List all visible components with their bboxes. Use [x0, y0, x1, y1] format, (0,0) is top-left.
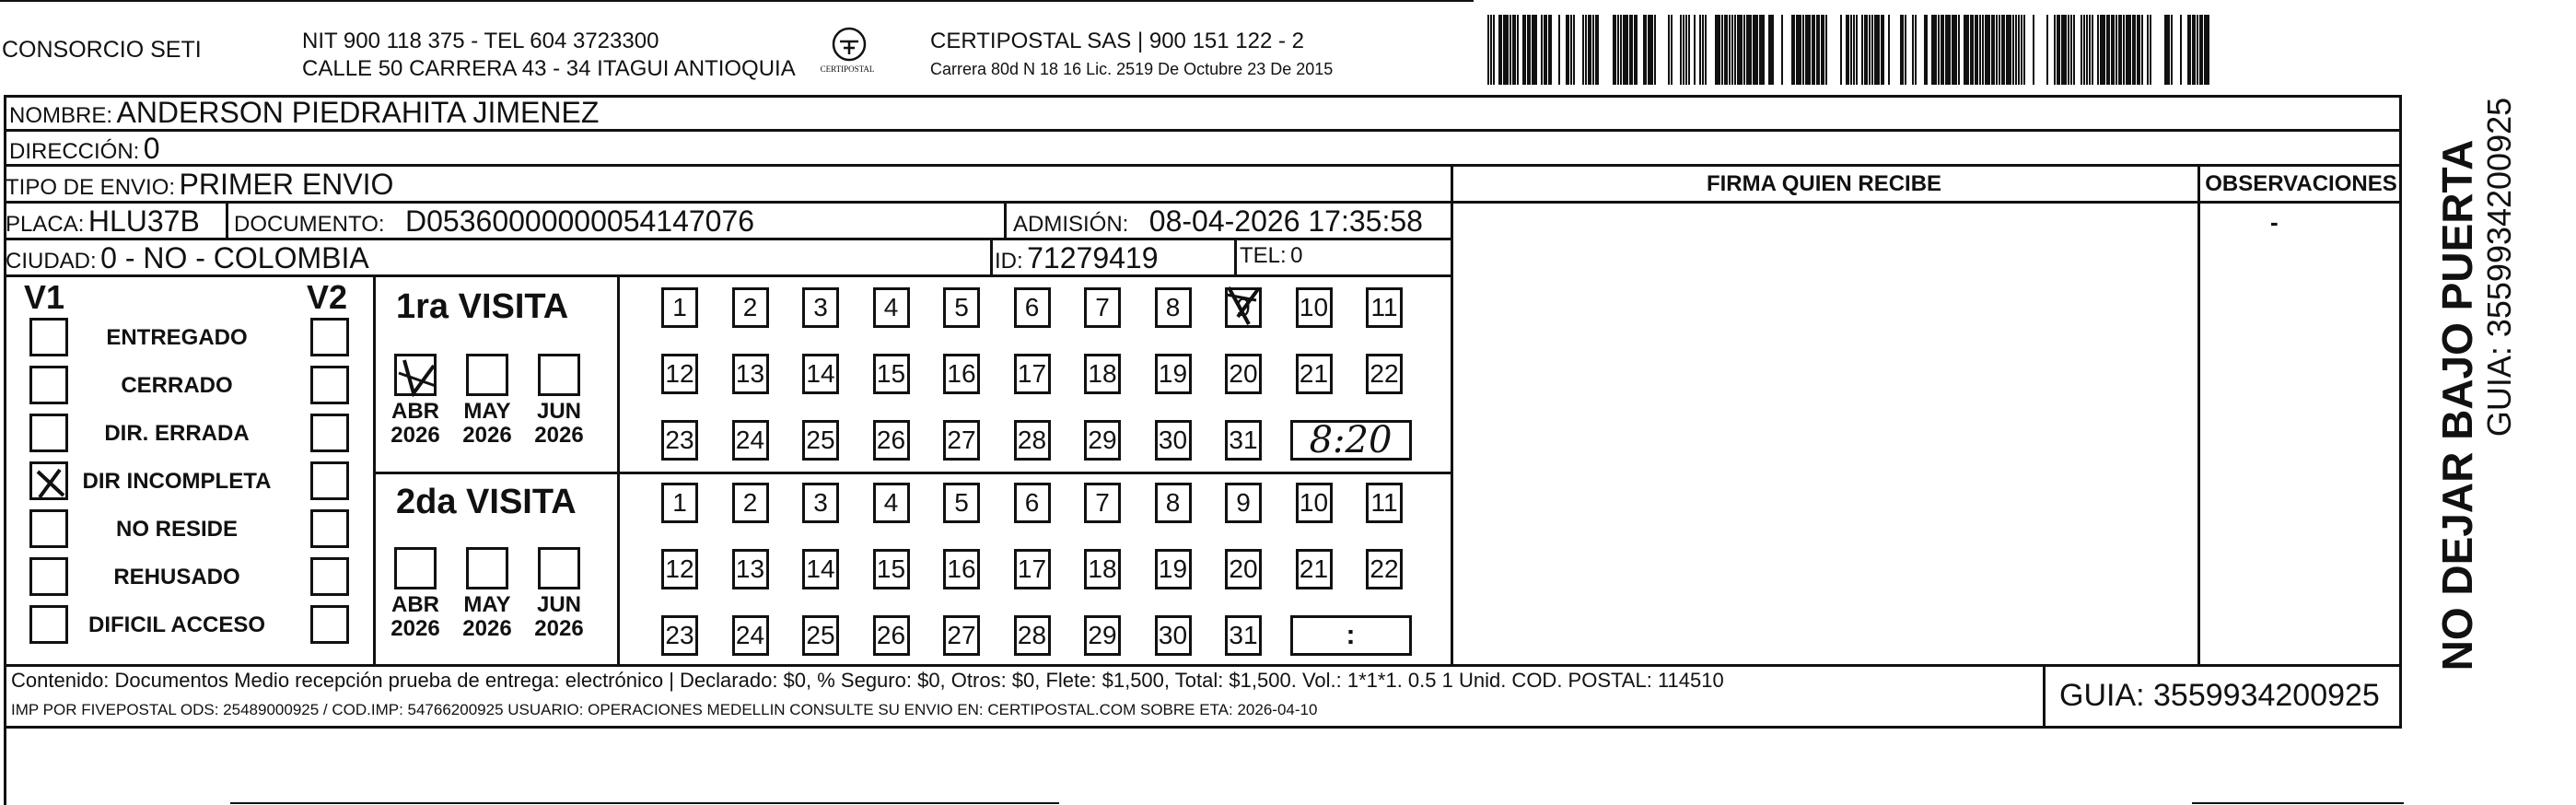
col-line — [2197, 164, 2200, 666]
day-box[interactable]: 6 — [1014, 287, 1051, 328]
day-box[interactable]: 18 — [1084, 354, 1121, 394]
v2-label: V2 — [307, 278, 348, 316]
day-box[interactable]: 13 — [732, 549, 769, 589]
day-box[interactable]: 28 — [1014, 615, 1051, 656]
day-box[interactable]: 6 — [1014, 483, 1051, 523]
day-box[interactable]: 30 — [1155, 615, 1192, 656]
firma-label: FIRMA QUIEN RECIBE — [1706, 171, 1942, 196]
month-year: 2026 — [462, 423, 512, 449]
time-value: : — [1346, 620, 1356, 650]
day-box[interactable]: 31 — [1225, 420, 1262, 461]
day-box[interactable]: 15 — [873, 354, 910, 394]
row-line — [4, 164, 2402, 167]
v2-checkbox[interactable] — [310, 461, 349, 500]
bottom-left-line — [4, 728, 6, 805]
v1-checkbox[interactable] — [29, 366, 68, 404]
month-name: ABR — [391, 399, 439, 424]
tel-label: TEL: — [1240, 243, 1287, 268]
visit1-title: 1ra VISITA — [396, 287, 569, 326]
footer-guia: GUIA: 3559934200925 — [2059, 678, 2380, 713]
day-box[interactable]: 17 — [1014, 549, 1051, 589]
col-line — [226, 201, 228, 238]
row-line — [4, 274, 1452, 277]
day-box[interactable]: 11 — [1366, 287, 1403, 328]
month-name: JUN — [536, 592, 581, 617]
row-line — [4, 201, 1452, 204]
reason-label: ENTREGADO — [106, 325, 248, 350]
v1-checkbox[interactable] — [29, 318, 68, 356]
month-label — [455, 593, 519, 642]
admision-cell — [1013, 206, 1423, 236]
v1-checkbox[interactable] — [29, 605, 68, 644]
day-box[interactable]: 10 — [1296, 483, 1333, 523]
day-box[interactable]: 19 — [1155, 354, 1192, 394]
day-box[interactable]: 25 — [802, 420, 839, 461]
admision-value: 08-04-2026 17:35:58 — [1148, 204, 1423, 238]
day-box[interactable]: 18 — [1084, 549, 1121, 589]
day-box[interactable]: 21 — [1296, 549, 1333, 589]
logo-text: CERTIPOSTAL — [820, 64, 875, 74]
day-box[interactable]: 7 — [1084, 483, 1121, 523]
day-box[interactable]: 30 — [1155, 420, 1192, 461]
month-label — [527, 400, 591, 449]
direccion-value: 0 — [143, 132, 160, 165]
month-year: 2026 — [390, 616, 440, 642]
month-checkbox[interactable] — [538, 354, 580, 396]
observaciones-label: OBSERVACIONES — [2205, 171, 2397, 196]
col-line — [1451, 164, 1453, 666]
bottom-stub-line — [2192, 802, 2404, 804]
day-box[interactable]: 14 — [802, 354, 839, 394]
day-box[interactable]: 24 — [732, 615, 769, 656]
v2-checkbox[interactable] — [310, 414, 349, 452]
documento-value: D05360000000054147076 — [405, 204, 755, 238]
address-line: CALLE 50 CARRERA 43 - 34 ITAGUI ANTIOQUIA — [302, 56, 796, 81]
month-label — [383, 593, 448, 642]
day-box[interactable]: 26 — [873, 420, 910, 461]
v2-checkbox[interactable] — [310, 605, 349, 644]
month-name: MAY — [463, 592, 511, 617]
tipo-row — [6, 169, 393, 199]
row-line — [4, 129, 2402, 132]
day-box[interactable]: 13 — [732, 354, 769, 394]
nombre-label: NOMBRE: — [9, 103, 113, 128]
day-box[interactable]: 31 — [1225, 615, 1262, 656]
day-box[interactable]: 23 — [661, 420, 698, 461]
placa-value: HLU37B — [87, 204, 200, 238]
day-box[interactable]: 27 — [943, 420, 980, 461]
day-box[interactable]: 3 — [802, 287, 839, 328]
day-box[interactable]: 15 — [873, 549, 910, 589]
day-box[interactable]: 11 — [1366, 483, 1403, 523]
day-box[interactable]: 16 — [943, 549, 980, 589]
day-box[interactable]: 28 — [1014, 420, 1051, 461]
v1-label: V1 — [24, 278, 65, 316]
month-year: 2026 — [534, 616, 584, 642]
day-box[interactable]: 29 — [1084, 615, 1121, 656]
month-checkbox[interactable] — [466, 547, 508, 589]
month-label — [527, 593, 591, 642]
visit2-title: 2da VISITA — [396, 483, 577, 521]
row-line — [1451, 201, 2402, 204]
tel-value: 0 — [1290, 243, 1303, 268]
day-box[interactable]: 23 — [661, 615, 698, 656]
top-border — [0, 0, 1474, 2]
observaciones-mark: - — [2270, 208, 2279, 236]
v1-checkbox[interactable] — [29, 509, 68, 548]
day-box[interactable]: 9 — [1225, 287, 1262, 328]
id-cell — [995, 243, 1159, 273]
day-box[interactable]: 20 — [1225, 549, 1262, 589]
day-box[interactable]: 2 — [732, 483, 769, 523]
day-box[interactable]: 2 — [732, 287, 769, 328]
bottom-stub-line — [230, 802, 1059, 804]
col-line — [2043, 664, 2046, 729]
day-box[interactable]: 24 — [732, 420, 769, 461]
day-box[interactable]: 21 — [1296, 354, 1333, 394]
id-label: ID: — [995, 249, 1023, 274]
day-box[interactable]: 10 — [1296, 287, 1333, 328]
month-name: ABR — [391, 592, 439, 617]
certipostal-line2: Carrera 80d N 18 16 Lic. 2519 De Octubre 23 De 2015 — [930, 60, 1334, 78]
col-line — [1234, 238, 1237, 274]
day-box[interactable]: 3 — [802, 483, 839, 523]
day-box[interactable]: 12 — [661, 549, 698, 589]
v2-checkbox[interactable] — [310, 366, 349, 404]
month-checkbox[interactable] — [394, 547, 437, 589]
documento-cell — [234, 206, 754, 236]
month-name: JUN — [536, 399, 581, 424]
direccion-label: DIRECCIÓN: — [9, 139, 140, 164]
day-box[interactable]: 1 — [661, 287, 698, 328]
month-label — [383, 400, 448, 449]
v1-checkbox[interactable] — [29, 461, 68, 500]
month-year: 2026 — [390, 423, 440, 449]
placa-cell — [6, 206, 200, 236]
tel-cell — [1240, 245, 1303, 267]
side-guia: GUIA: 3559934200925 — [2480, 97, 2518, 438]
month-year: 2026 — [462, 616, 512, 642]
day-box[interactable]: 22 — [1366, 549, 1403, 589]
reason-label: NO RESIDE — [115, 517, 239, 542]
v1-checkbox[interactable] — [29, 557, 68, 596]
day-box[interactable]: 16 — [943, 354, 980, 394]
v1-checkbox[interactable] — [29, 414, 68, 452]
reason-label: DIR. ERRADA — [104, 421, 250, 446]
nit-line: NIT 900 118 375 - TEL 604 3723300 — [302, 29, 659, 53]
tipo-label: TIPO DE ENVIO: — [6, 175, 176, 200]
reason-label: CERRADO — [121, 373, 233, 398]
v2-checkbox[interactable] — [310, 557, 349, 596]
day-box[interactable]: 29 — [1084, 420, 1121, 461]
admision-label: ADMISIÓN: — [1013, 212, 1129, 237]
day-box[interactable]: 27 — [943, 615, 980, 656]
time-box[interactable] — [1290, 615, 1412, 656]
month-name: MAY — [463, 399, 511, 424]
col-line — [373, 274, 376, 666]
day-box[interactable]: 14 — [802, 549, 839, 589]
ciudad-label: CIUDAD: — [6, 249, 97, 274]
reason-label: DIFICIL ACCESO — [87, 612, 265, 637]
v2-checkbox[interactable] — [310, 318, 349, 356]
reason-label: REHUSADO — [113, 565, 240, 589]
day-box[interactable]: 5 — [943, 483, 980, 523]
day-box[interactable]: 12 — [661, 354, 698, 394]
month-checkbox[interactable] — [394, 354, 437, 396]
ciudad-value: 0 - NO - COLOMBIA — [100, 241, 369, 274]
month-label — [455, 400, 519, 449]
id-value: 71279419 — [1027, 241, 1159, 274]
direccion-row — [9, 134, 160, 163]
barcode — [1487, 15, 2224, 85]
day-box[interactable]: 17 — [1014, 354, 1051, 394]
col-line — [1004, 201, 1007, 238]
certipostal-line1: CERTIPOSTAL SAS | 900 151 122 - 2 — [930, 29, 1304, 53]
col-line — [990, 238, 993, 274]
side-warning: NO DEJAR BAJO PUERTA — [2433, 139, 2481, 671]
row-line — [373, 472, 1451, 474]
col-line — [617, 274, 620, 666]
day-box[interactable]: 19 — [1155, 549, 1192, 589]
ciudad-cell — [6, 243, 369, 273]
day-box[interactable]: 4 — [873, 483, 910, 523]
day-box[interactable]: 4 — [873, 287, 910, 328]
time-box[interactable] — [1290, 420, 1412, 461]
day-box[interactable]: 26 — [873, 615, 910, 656]
day-box[interactable]: 22 — [1366, 354, 1403, 394]
reason-label: DIR INCOMPLETA — [82, 469, 272, 494]
v2-checkbox[interactable] — [310, 509, 349, 548]
nombre-value: ANDERSON PIEDRAHITA JIMENEZ — [116, 96, 600, 129]
nombre-row — [9, 98, 599, 127]
day-box[interactable]: 5 — [943, 287, 980, 328]
tipo-value: PRIMER ENVIO — [179, 168, 394, 201]
day-box[interactable]: 8 — [1155, 287, 1192, 328]
day-box[interactable]: 25 — [802, 615, 839, 656]
day-box[interactable]: 1 — [661, 483, 698, 523]
documento-label: DOCUMENTO: — [234, 212, 385, 237]
footer-line2: IMP POR FIVEPOSTAL ODS: 25489000925 / COD.IMP: 54766200925 USUARIO: OPERACIONES MEDELLIN CONSULTE SU ENVIO EN: CERTIPOSTAL.COM SOBRE ETA: 2026-04-10 — [11, 701, 1318, 718]
footer-line1: Contenido: Documentos Medio recepción prueba de entrega: electrónico | Declarado: $0, % Seguro: $0, Otros: $0, Flete: $1,500, Total: $1,500. Vol.: 1*1*1. 0.5 1 Unid. COD. POSTAL: 114510 — [11, 669, 1724, 692]
month-checkbox[interactable] — [466, 354, 508, 396]
placa-label: PLACA: — [6, 212, 85, 237]
day-box[interactable]: 7 — [1084, 287, 1121, 328]
day-box[interactable]: 9 — [1225, 483, 1262, 523]
company-name: CONSORCIO SETI — [2, 37, 202, 63]
time-value: 8:20 — [1309, 419, 1393, 461]
day-box[interactable]: 20 — [1225, 354, 1262, 394]
day-box[interactable]: 8 — [1155, 483, 1192, 523]
month-checkbox[interactable] — [538, 547, 580, 589]
month-year: 2026 — [534, 423, 584, 449]
certipostal-logo — [810, 26, 884, 79]
